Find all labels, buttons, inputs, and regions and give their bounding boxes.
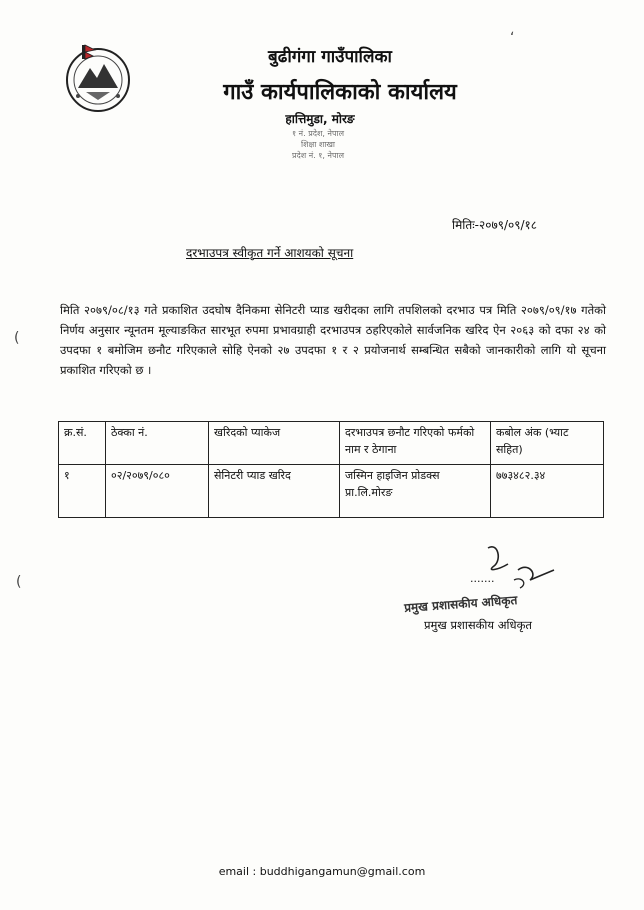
- scan-mark: (: [14, 330, 20, 346]
- cell-contract-no: ०२/२०७९/०८०: [106, 465, 209, 518]
- cell-amount: ७७३४८२.३४: [491, 465, 604, 518]
- stamp-line: प्रदेश नं. १, नेपाल: [291, 151, 345, 160]
- municipality-name: बुढीगंगा गाउँपालिका: [268, 47, 392, 67]
- municipality-emblem-icon: [64, 40, 132, 116]
- cell-package: सेनिटरी प्याड खरिद: [209, 465, 340, 518]
- scan-mark: (: [16, 574, 22, 590]
- stamp-line: शिक्षा शाखा: [301, 140, 335, 149]
- stamp-line: १ नं. प्रदेश, नेपाल: [291, 129, 345, 138]
- cell-serial: १: [59, 465, 106, 518]
- signatory-title: प्रमुख प्रशासकीय अधिकृत: [424, 618, 532, 632]
- signature-stamp: प्रमुख प्रशासकीय अधिकृत: [403, 593, 518, 615]
- bid-table: [58, 421, 604, 518]
- col-firm-header: दरभाउपत्र छनौट गरिएको फर्मको नाम र ठेगाना: [340, 422, 491, 465]
- col-package-header: खरिदको प्याकेज: [209, 422, 340, 465]
- signature-dots: .......: [470, 572, 495, 585]
- scan-mark: ʻ: [510, 30, 515, 46]
- office-name: गाउँ कार्यपालिकाको कार्यालय: [223, 80, 457, 105]
- notice-body: मिति २०७९/०८/१३ गते प्रकाशित उदघोष दैनिकमा सेनिटरी प्याड खरीदका लागि तपशिलको दरभाउ पत्र मिति २०७९/०९/१७ गतेको निर्णय अनुसार न्यूनतम मूल्याङकित सारभूत रुपमा प्रभावग्राही दरभाउपत्र ठहरिएकोले सार्वजनिक खरिद ऐन २०६३ को दफा २४ को उपदफा १ बमोजिम छनौट गरिएकाले सोहि ऐनको २७ उपदफा १ र २ प्रयोजनार्थ सम्बन्धित सबैको जानकारीको लागि यो सूचना प्रकाशित गरिएको छ ।: [60, 303, 606, 377]
- table-header-row: [59, 422, 604, 465]
- notice-subject: दरभाउपत्र स्वीकृत गर्ने आशयको सूचना: [186, 246, 354, 260]
- col-serial-header: क्र.सं.: [59, 422, 106, 465]
- col-contract-no-header: ठेक्का नं.: [106, 422, 209, 465]
- office-stamp: [258, 128, 378, 180]
- col-amount-header: कबोल अंक (भ्याट सहित): [491, 422, 604, 465]
- cell-firm: जस्मिन हाइजिन प्रोडक्स प्रा.लि.मोरङ: [340, 465, 491, 518]
- table-row: [59, 465, 604, 518]
- office-address: हात्तिमुडा, मोरङ: [285, 112, 355, 126]
- notice-date: मितिः-२०७९/०९/१८: [452, 218, 537, 232]
- footer-email: email : buddhigangamun@gmail.com: [218, 865, 426, 878]
